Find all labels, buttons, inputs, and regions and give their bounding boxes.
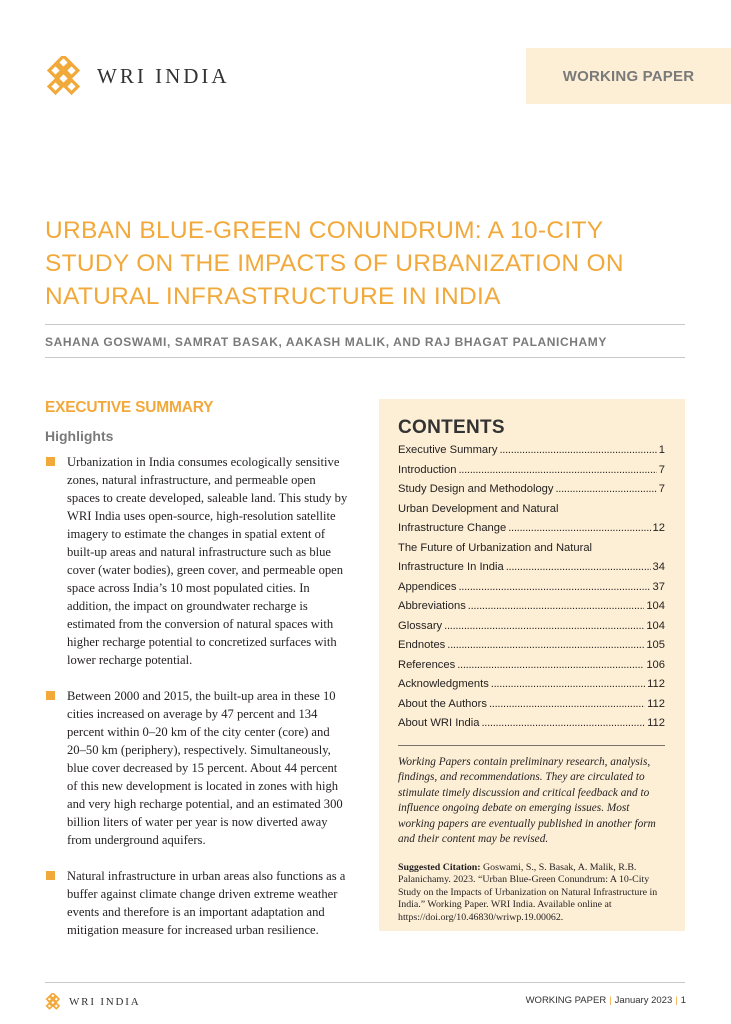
toc-entry-future-line1[interactable]: [398, 542, 665, 562]
toc-label: Abbreviations: [398, 600, 466, 612]
toc-label: Glossary: [398, 619, 443, 632]
toc-label: Urban Development and Natural: [398, 502, 559, 515]
footer-divider: [45, 982, 685, 983]
logo-text: WRI INDIA: [97, 63, 230, 88]
toc-entry-urban-development-line1[interactable]: [398, 503, 665, 523]
working-paper-note: Working Papers contain preliminary research, analysis, findings, and recommendations. They are circulated to stimulate timely discussion and critical feedback and to influence ongoing debate on emerging issues. Most working papers are eventually published in another form and their content may be revised.: [398, 755, 656, 845]
paper-title: URBAN BLUE-GREEN CONUNDRUM: A 10-CITY STUDY ON THE IMPACTS OF URBANIZATION ON NATURAL INFRASTRUCTURE IN INDIA: [45, 217, 624, 310]
highlight-text: Between 2000 and 2015, the built-up area in these 10 cities increased on average by 47 percent and 134 percent within 0–20 km of the city center (core) and 20–50 km (periphery), respectively. Simultaneously, blue cover decreased by 15 percent. About 44 percent of this new development is located in zones with high and very high recharge potential, and an estimated 300 billion liters of water per year is now diverted away from underground aquifers.: [67, 689, 343, 847]
contents-heading: CONTENTS: [398, 417, 505, 438]
toc-entry-about-wri[interactable]: [398, 717, 665, 737]
toc-page: 112: [647, 717, 665, 729]
toc-page: 7: [658, 483, 665, 495]
toc-entry-urban-development[interactable]: [398, 522, 665, 542]
toc-label: Introduction: [398, 463, 457, 476]
toc-label: The Future of Urbanization and Natural: [398, 541, 593, 554]
toc-page: 104: [646, 619, 665, 632]
toc-label: Executive Summary: [398, 444, 498, 456]
toc-page: 37: [652, 580, 665, 593]
toc-label: Acknowledgments: [398, 678, 489, 690]
highlights-list: [45, 453, 350, 957]
authors-divider: [45, 357, 685, 358]
highlights-heading: Highlights: [45, 428, 114, 444]
contents-divider: [398, 745, 665, 746]
citation-text: Goswami, S., S. Basak, A. Malik, R.B. Palanichamy. 2023. “Urban Blue-Green Conundrum: A 10-City Study on the Impacts of Urbanization on Natural Infrastructure in India.” Working Paper. WRI India. Available online at https://doi.org/10.46830/wriwp.19.00062.: [398, 861, 658, 923]
author-list: SAHANA GOSWAMI, SAMRAT BASAK, AAKASH MALIK, AND RAJ BHAGAT PALANICHAMY: [45, 335, 607, 349]
highlight-text: Urbanization in India consumes ecologically sensitive zones, natural infrastructure, and permeable open spaces to create developed, saleable land. This study by WRI India uses open-source, high-resolution satellite imagery to estimate the changes in spatial extent of built-up areas and natural infrastructure such as blue cover (water bodies), green cover, and permeable open space across India’s 10 most populated cities. In addition, the impact on groundwater recharge is estimated from the conversion of natural spaces with higher recharge potential to concretized surfaces with lower recharge potential.: [67, 455, 348, 667]
toc-label: Study Design and Methodology: [398, 483, 554, 495]
footer-meta: WORKING PAPER | January 2023 | 1: [525, 995, 686, 1006]
toc-entry-executive-summary[interactable]: [398, 444, 665, 464]
toc-page: 34: [652, 561, 665, 573]
toc-entry-future[interactable]: [398, 561, 665, 581]
toc-page: 7: [658, 463, 665, 476]
toc-page: 104: [646, 600, 665, 612]
toc-entry-references[interactable]: [398, 659, 665, 679]
footer-date: January 2023: [614, 995, 673, 1006]
toc-label: Endnotes: [398, 639, 446, 651]
toc-entry-abbreviations[interactable]: [398, 600, 665, 620]
toc-page: 112: [647, 697, 665, 710]
highlight-item: [45, 867, 350, 939]
page-number: 1: [680, 995, 686, 1006]
toc-entry-appendices[interactable]: [398, 581, 665, 601]
highlight-item: [45, 687, 350, 849]
suggested-citation: [398, 862, 665, 925]
highlight-item: [45, 453, 350, 669]
footer-logo: [45, 993, 141, 1010]
toc-label: Infrastructure Change: [398, 522, 507, 534]
executive-summary-heading: EXECUTIVE SUMMARY: [45, 399, 214, 416]
wri-logo-mark-icon: [45, 56, 85, 96]
toc-entry-acknowledgments[interactable]: [398, 678, 665, 698]
highlight-text: Natural infrastructure in urban areas also functions as a buffer against climate change driven extreme weather events and therefore is an important adaptation and mitigation measure for increased urban resilience.: [67, 869, 346, 937]
bullet-square-icon: [46, 871, 55, 880]
bullet-square-icon: [46, 457, 55, 466]
toc-label: About WRI India: [398, 717, 480, 729]
toc-label: About the Authors: [398, 697, 487, 710]
toc-label: References: [398, 658, 456, 671]
toc-entry-study-design[interactable]: [398, 483, 665, 503]
toc-entry-endnotes[interactable]: [398, 639, 665, 659]
wri-logo-mark-icon: [45, 993, 62, 1010]
bullet-square-icon: [46, 691, 55, 700]
citation-label: Suggested Citation:: [398, 861, 481, 873]
toc-entry-glossary[interactable]: [398, 620, 665, 640]
toc-entry-introduction[interactable]: [398, 464, 665, 484]
toc-page: 112: [647, 678, 665, 690]
footer-paper-type: WORKING PAPER: [525, 995, 607, 1006]
toc-page: 12: [652, 522, 665, 534]
toc-page: 106: [646, 658, 665, 671]
contents-list: [398, 444, 665, 737]
toc-page: 105: [646, 639, 665, 651]
title-divider: [45, 324, 685, 325]
toc-label: Appendices: [398, 580, 457, 593]
toc-page: 1: [658, 444, 665, 456]
contents-panel: [379, 399, 685, 931]
working-paper-label: WORKING PAPER: [562, 67, 695, 85]
wri-india-logo: [45, 56, 230, 96]
toc-label: Infrastructure In India: [398, 561, 504, 573]
footer-logo-text: WRI INDIA: [69, 995, 141, 1008]
toc-entry-about-authors[interactable]: [398, 698, 665, 718]
working-paper-banner: [526, 48, 731, 104]
